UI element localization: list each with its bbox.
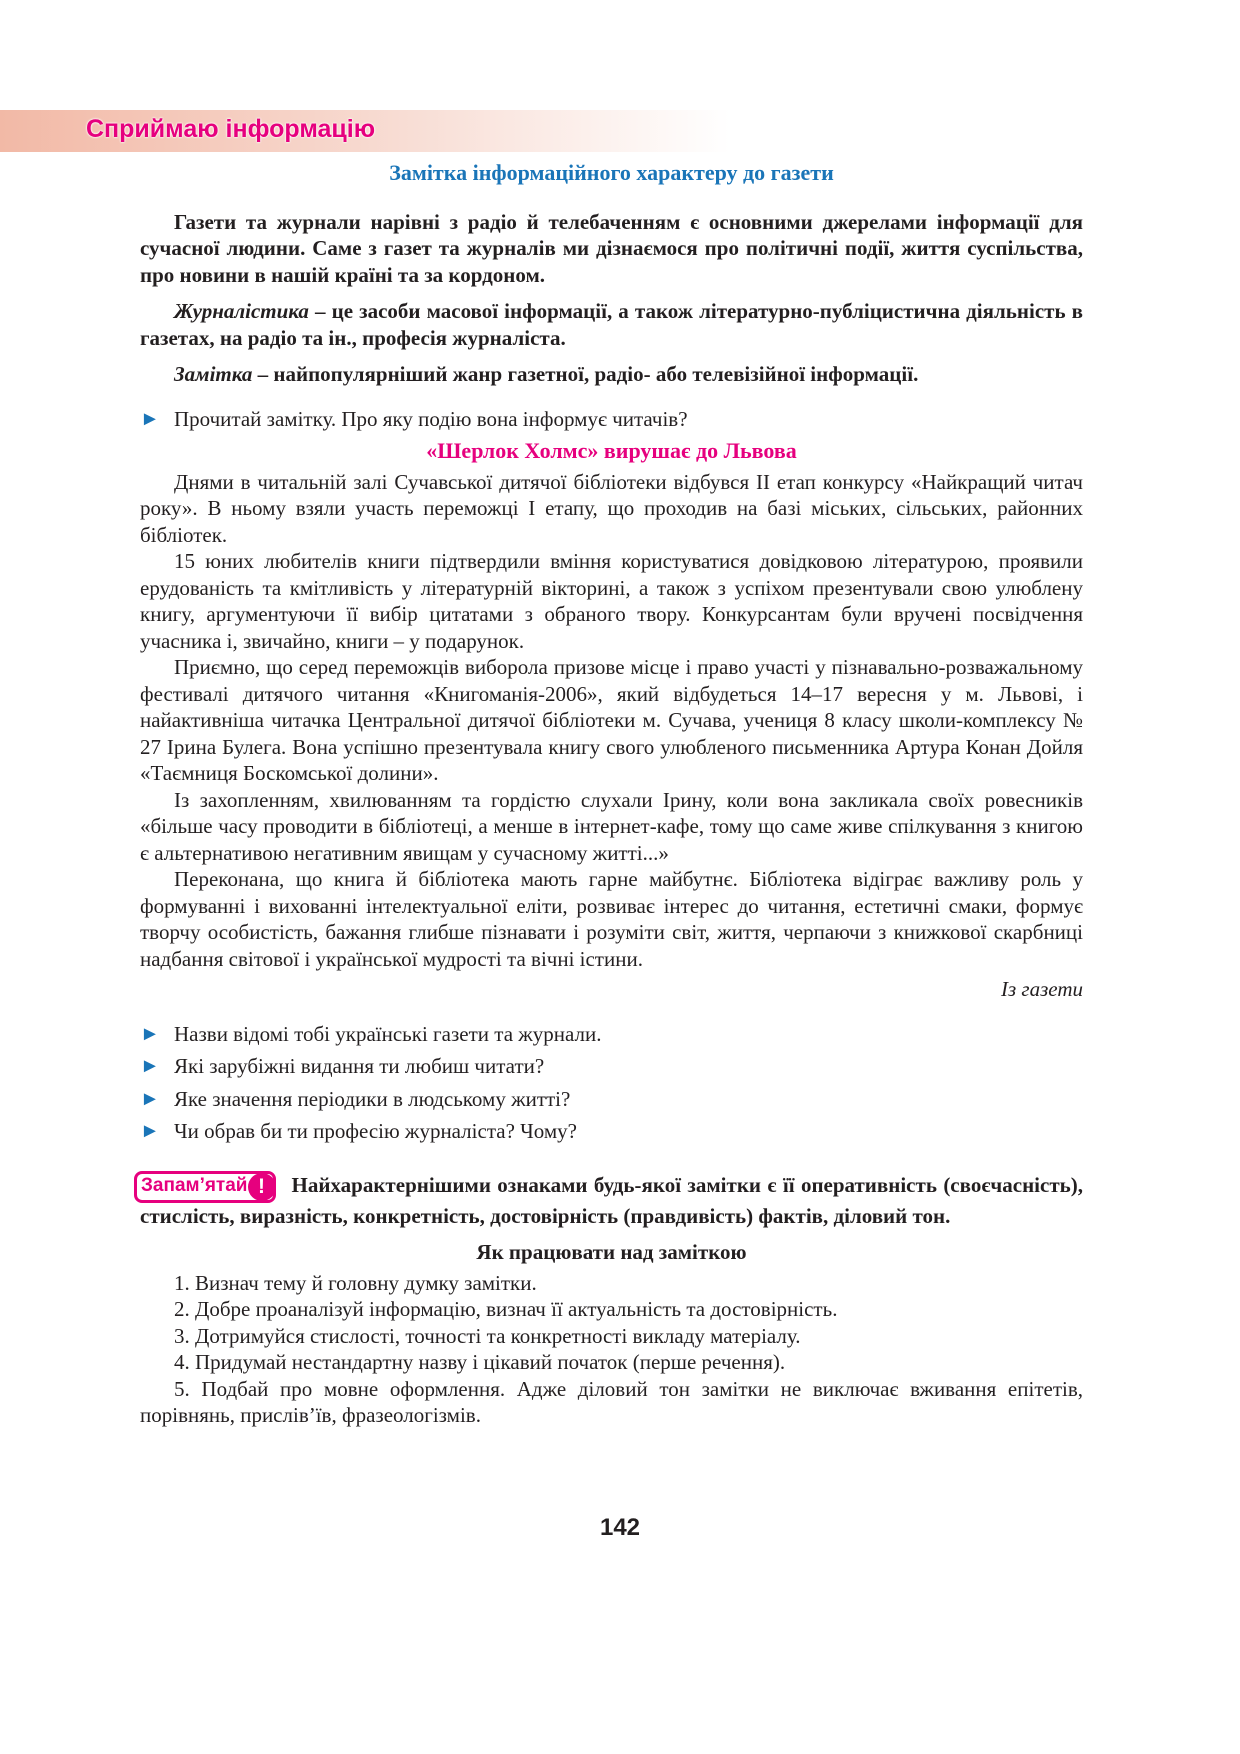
page-title: Замітка інформаційного характеру до газети <box>389 160 834 185</box>
note-paragraph: 15 юних любителів книги підтвердили вміння користуватися довідковою літературою, проявили ерудованість та кмітливість у літературній вікторині, а також з успіхом презентували свою улюблену книгу, аргументуючи її вибір цитатами з обраного твору. Конкурсантам були вручені посвідчення учасника і, звичайно, книги – у подарунок. <box>140 549 1083 653</box>
remember-text: Найхарактернішими ознаками будь-якої замітки є її оперативність (своєчасність), стислість, виразність, конкретність, достовірність (правдивість) фактів, діловий тон. <box>140 1172 1083 1228</box>
step-item: 1. Визнач тему й головну думку замітки. <box>174 1270 537 1295</box>
question-item <box>140 1086 1083 1113</box>
term: Журналістика <box>174 299 309 323</box>
question-item <box>140 1021 1083 1048</box>
task-text: Прочитай замітку. Про яку подію вона інформує читачів? <box>174 406 688 431</box>
definition-note <box>140 361 1083 388</box>
question-text: Які зарубіжні видання ти любиш читати? <box>174 1054 545 1078</box>
note-paragraph: Переконана, що книга й бібліотека мають гарне майбутнє. Бібліотека відіграє важливу роль у формуванні і вихованні інтелектуальної еліти, розвиває інтерес до читання, естетичні смаки, формує творчу особистість, бажання глибше пізнавати і розуміти світ, життя, черпаючи з книжкової скарбниці надбання світової і української мудрості та вічні істини. <box>140 867 1083 971</box>
term: Замітка <box>174 362 253 386</box>
question-item <box>140 1053 1083 1080</box>
step-item: 3. Дотримуйся стислості, точності та конкретності викладу матеріалу. <box>174 1323 801 1348</box>
content-column <box>140 160 1083 1429</box>
step-item: 5. Подбай про мовне оформлення. Адже діловий тон замітки не виключає вживання епітетів, порівнянь, прислів’їв, фразеологізмів. <box>140 1376 1083 1427</box>
note-paragraph: Днями в читальній залі Сучавської дитячої бібліотеки відбувся II етап конкурсу «Найкращий читач року». В ньому взяли участь переможці I етапу, що проходив на базі міських, сільських, районних бібліотек. <box>140 469 1083 547</box>
question-text: Назви відомі тобі українські газети та журнали. <box>174 1021 602 1046</box>
question-text: Чи обрав би ти професію журналіста? Чому? <box>174 1119 577 1143</box>
section-title: Сприймаю інформацію <box>86 115 376 143</box>
definition: – найпопулярніший жанр газетної, радіо- або телевізійної інформації. <box>252 362 919 386</box>
page-number: 142 <box>599 1514 641 1541</box>
note-source: Із газети <box>1000 977 1083 1001</box>
section-header <box>0 110 730 152</box>
arrow-icon: ► <box>140 407 160 430</box>
arrow-icon: ► <box>140 1055 160 1077</box>
arrow-icon: ► <box>140 1120 160 1142</box>
exclamation-icon: ! <box>248 1173 276 1201</box>
remember-badge <box>134 1171 276 1203</box>
intro-paragraph: Газети та журнали нарівні з радіо й телебаченням є основними джерелами інформації для сучасної людини. Саме з газет та журналів ми дізнаємося про політичні події, життя суспільства, про новини в нашій країні та за кордоном. <box>140 209 1083 287</box>
remember-block <box>140 1171 1083 1230</box>
question-text: Яке значення періодики в людському житті? <box>174 1086 571 1111</box>
step-item: 4. Придумай нестандартну назву і цікавий початок (перше речення). <box>174 1350 786 1374</box>
definition-journalism <box>140 298 1083 351</box>
note-paragraph: Приємно, що серед переможців виборола призове місце і право участі у пізнавально-розважальному фестивалі дитячого читання «Книгоманія-2006», який відбудеться 14–17 вересня у м. Львові, і найактивніша читачка Центральної дитячої бібліотеки м. Сучава, учениця 8 класу школи-комплексу № 27 Ірина Булега. Вона успішно презентувала книгу свого улюбленого письменника Артура Конан Дойля «Таємниця Боскомської долини». <box>140 655 1083 785</box>
arrow-icon: ► <box>140 1022 160 1045</box>
task-item <box>140 406 1083 433</box>
question-item <box>140 1118 1083 1145</box>
arrow-icon: ► <box>140 1087 160 1110</box>
definition: – це засоби масової інформації, а також літературно-публіцистична діяльність в газетах, на радіо та ін., професія журналіста. <box>140 299 1083 350</box>
note-title: «Шерлок Холмс» вирушає до Львова <box>426 438 797 463</box>
howto-title: Як працювати над заміткою <box>476 1240 747 1264</box>
step-item: 2. Добре проаналізуй інформацію, визнач її актуальність та достовірність. <box>174 1297 838 1321</box>
note-paragraph: Із захопленням, хвилюванням та гордістю слухали Ірину, коли вона закликала своїх ровесників «більше часу проводити в бібліотеці, а менше в інтернет-кафе, тому що саме живе спілкування з книгою є альтернативою негативним явищам у сучасному житті...» <box>140 787 1083 865</box>
remember-label: Запам’ятай <box>141 1175 248 1197</box>
